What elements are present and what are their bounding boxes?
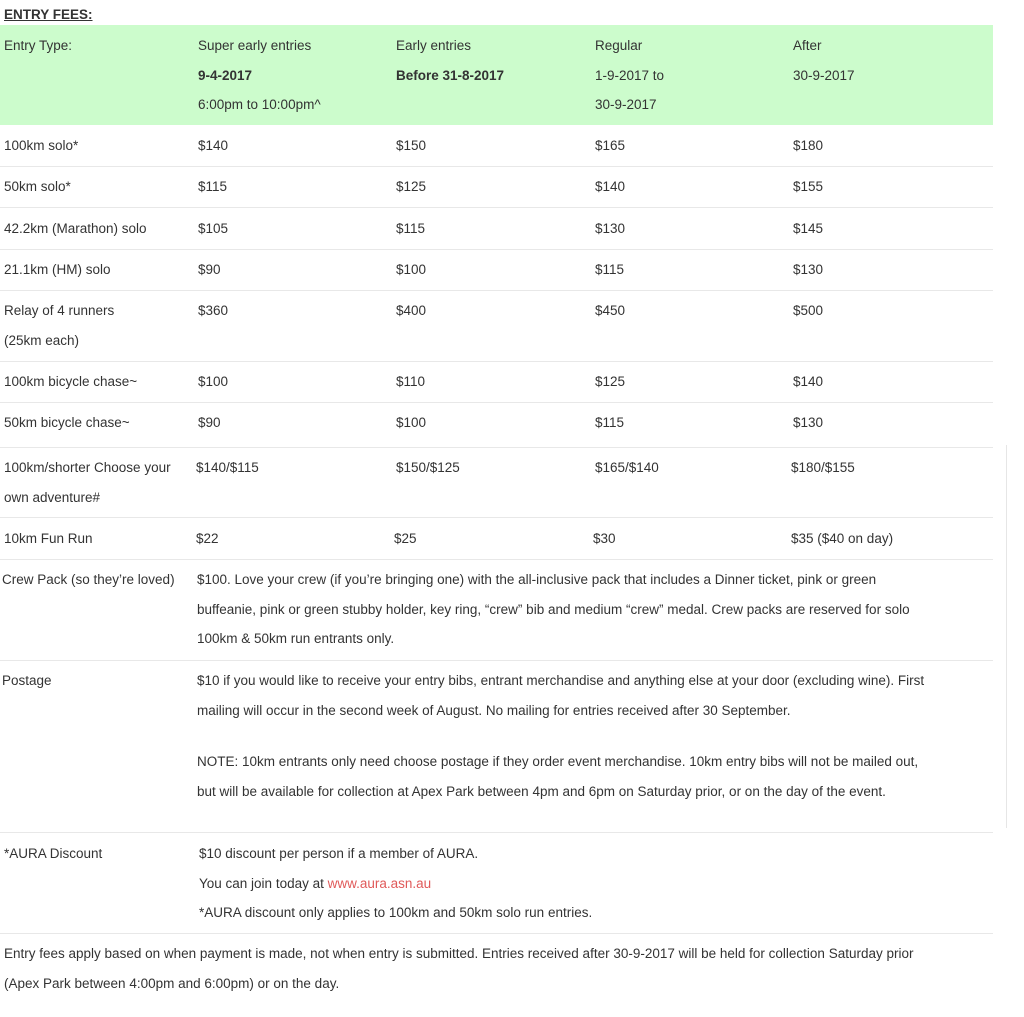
postage-line: $10 if you would like to receive your entry bibs, entrant merchandise and anything else at your door (excluding wine). First xyxy=(197,673,925,688)
price-cell: $115 xyxy=(396,221,426,236)
table-row xyxy=(0,166,993,208)
price-cell: $150/$125 xyxy=(396,460,460,475)
table-row xyxy=(0,290,993,362)
table-row xyxy=(0,402,993,448)
crew-pack-description xyxy=(197,565,987,654)
header-regular xyxy=(595,31,785,120)
price-cell: $140 xyxy=(198,138,229,153)
entry-type-cell: 50km solo* xyxy=(4,179,71,194)
price-cell: $140/$115 xyxy=(196,460,259,475)
crew-line: buffeanie, pink or green stubby holder, key ring, “crew” bib and medium “crew” medal. Crew packs are reserved for solo xyxy=(197,601,910,617)
entry-type-cell: 10km Fun Run xyxy=(4,531,93,546)
price-cell: $22 xyxy=(196,531,219,546)
entry-type-cell: 50km bicycle chase~ xyxy=(4,415,130,430)
header-title: After xyxy=(793,38,822,53)
price-cell: $110 xyxy=(396,374,426,389)
table-row xyxy=(0,518,993,560)
price-cell: $130 xyxy=(793,415,824,430)
price-cell: $155 xyxy=(793,179,824,194)
header-date: Before 31-8-2017 xyxy=(396,67,505,83)
aura-line: $10 discount per person if a member of AURA. xyxy=(199,846,479,861)
postage-row xyxy=(0,660,993,833)
price-cell: $360 xyxy=(198,303,229,318)
entry-type-line: 100km/shorter Choose your xyxy=(4,460,171,475)
price-cell: $165/$140 xyxy=(595,460,659,475)
price-cell: $140 xyxy=(595,179,626,194)
header-date: 1-9-2017 to xyxy=(595,67,665,83)
header-after xyxy=(793,31,983,90)
header-title: Regular xyxy=(595,38,643,53)
header-early xyxy=(396,31,586,90)
crew-pack-row xyxy=(0,559,993,661)
price-cell: $130 xyxy=(595,221,626,236)
aura-discount-row xyxy=(0,833,993,934)
price-cell: $180/$155 xyxy=(791,460,855,475)
price-cell: $125 xyxy=(595,374,626,389)
aura-discount-description xyxy=(199,839,989,928)
postage-note-line: but will be available for collection at Apex Park between 4pm and 6pm on Saturday prior, or on the day of the event. xyxy=(197,783,886,799)
table-row xyxy=(0,208,993,250)
header-title: Early entries xyxy=(396,38,472,53)
price-cell: $400 xyxy=(396,303,427,318)
entry-type-cell xyxy=(4,453,192,512)
aura-join-line xyxy=(199,869,989,899)
header-title: Super early entries xyxy=(198,38,312,53)
content-divider-line xyxy=(1006,445,1007,828)
price-cell: $90 xyxy=(198,415,221,430)
price-cell: $30 xyxy=(593,531,616,546)
price-cell: $450 xyxy=(595,303,626,318)
header-entry-type: Entry Type: xyxy=(4,38,73,53)
table-row xyxy=(0,125,993,167)
price-cell: $115 xyxy=(198,179,228,194)
crew-line: 100km & 50km run entrants only. xyxy=(197,631,395,646)
price-cell: $140 xyxy=(793,374,824,389)
postage-label: Postage xyxy=(2,673,52,688)
price-cell: $145 xyxy=(793,221,824,236)
price-cell: $150 xyxy=(396,138,427,153)
footer-line: (Apex Park between 4:00pm and 6:00pm) or on the day. xyxy=(4,975,340,991)
entry-type-line: Relay of 4 runners xyxy=(4,303,115,318)
price-cell: $115 xyxy=(595,262,625,277)
section-heading: ENTRY FEES: xyxy=(4,7,93,22)
table-row xyxy=(0,447,993,518)
header-date: 30-9-2017 xyxy=(595,97,657,112)
price-cell: $90 xyxy=(198,262,221,277)
header-date: 9-4-2017 xyxy=(198,67,253,83)
postage-line: mailing will occur in the second week of August. No mailing for entries received after 30 September. xyxy=(197,702,791,718)
entry-type-cell: 21.1km (HM) solo xyxy=(4,262,111,277)
entry-type-cell: 100km solo* xyxy=(4,138,79,153)
entry-type-cell xyxy=(4,296,189,355)
price-cell: $100 xyxy=(198,374,229,389)
footer-note xyxy=(0,933,1010,1003)
price-cell: $35 ($40 on day) xyxy=(791,531,894,546)
footer-line: Entry fees apply based on when payment is made, not when entry is submitted. Entries received after 30-9-2017 will be held for collection Saturday prior xyxy=(4,946,914,961)
entry-type-cell: 42.2km (Marathon) solo xyxy=(4,221,147,236)
price-cell: $115 xyxy=(595,415,625,430)
table-header-row xyxy=(0,25,993,125)
entry-type-line: (25km each) xyxy=(4,332,80,348)
aura-discount-label: *AURA Discount xyxy=(4,846,103,861)
header-super-early xyxy=(198,31,388,120)
price-cell: $100 xyxy=(396,415,427,430)
aura-join-text: You can join today at xyxy=(199,875,328,891)
price-cell: $105 xyxy=(198,221,229,236)
crew-line: $100. Love your crew (if you’re bringing one) with the all-inclusive pack that includes a Dinner ticket, pink or green xyxy=(197,572,877,587)
crew-pack-label: Crew Pack (so they’re loved) xyxy=(2,572,175,587)
entry-type-line: own adventure# xyxy=(4,489,101,505)
postage-note-line: NOTE: 10km entrants only need choose postage if they order event merchandise. 10km entry bibs will not be mailed out, xyxy=(197,754,919,769)
price-cell: $180 xyxy=(793,138,824,153)
table-row xyxy=(0,249,993,291)
table-row xyxy=(0,361,993,403)
price-cell: $130 xyxy=(793,262,824,277)
price-cell: $100 xyxy=(396,262,427,277)
entry-type-cell: 100km bicycle chase~ xyxy=(4,374,138,389)
price-cell: $165 xyxy=(595,138,626,153)
price-cell: $125 xyxy=(396,179,427,194)
aura-line: *AURA discount only applies to 100km and 50km solo run entries. xyxy=(199,905,593,920)
header-date: 30-9-2017 xyxy=(793,67,855,83)
header-note: 6:00pm to 10:00pm^ xyxy=(198,97,321,112)
price-cell: $25 xyxy=(394,531,417,546)
postage-description xyxy=(197,666,987,806)
aura-website-link[interactable]: www.aura.asn.au xyxy=(327,875,432,891)
price-cell: $500 xyxy=(793,303,824,318)
